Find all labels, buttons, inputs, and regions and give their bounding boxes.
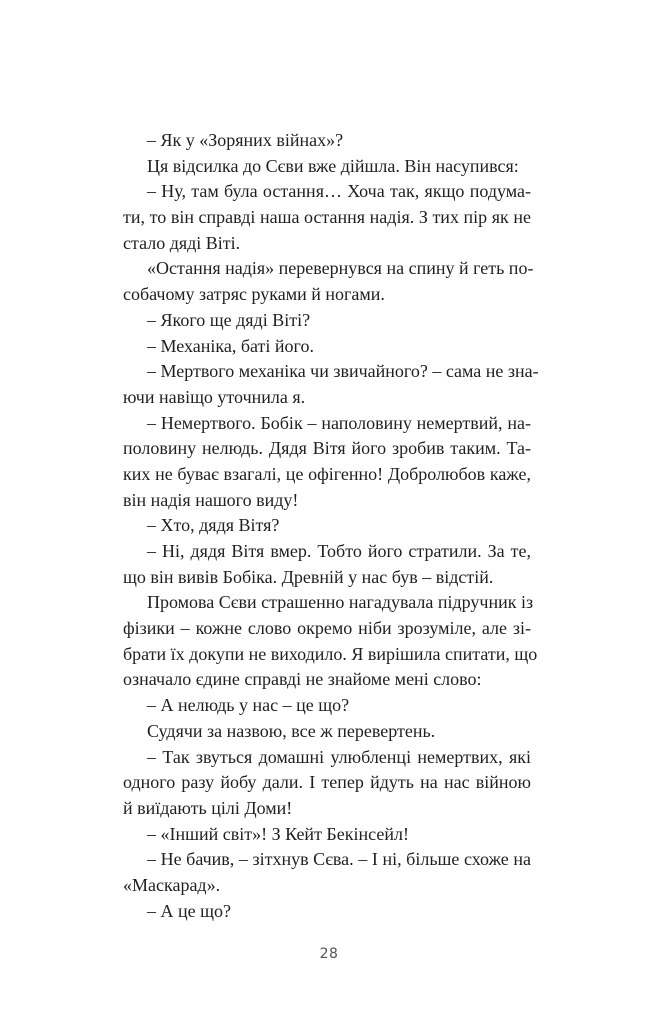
text-line: «Остання надія» перевернувся на спину й геть по-	[147, 258, 534, 279]
text-line: – Хто, дядя Вітя?	[147, 515, 280, 536]
text-line: – Немертвого. Бобік – наполовину немертвий, на-	[147, 412, 531, 433]
text-line: – А це що?	[147, 900, 231, 921]
body-text	[123, 128, 539, 924]
text-line: – Ну, там була остання… Хоча так, якщо подума-	[147, 181, 531, 202]
text-line: – Ні, дядя Вітя вмер. Тобто його стратили. За те,	[147, 541, 531, 561]
text-line: «Маскарад».	[123, 874, 221, 895]
text-line: брати їх докупи не виходило. Я вирішила спитати, що	[123, 643, 538, 664]
text-line: означало єдине справді не знайоме мені слово:	[123, 669, 482, 690]
text-line: одного разу йобу дали. І тепер йдуть на нас війною	[123, 772, 531, 793]
page-number: 28	[319, 946, 339, 962]
text-line: ти, то він справді наша остання надія. З тих пір як не	[123, 207, 531, 228]
text-line: – А нелюдь у нас – це що?	[147, 695, 350, 716]
text-line: що він вивів Бобіка. Древній у нас був – відстій.	[123, 566, 494, 587]
text-line: – Так звуться домашні улюбленці немертвих, які	[147, 746, 531, 767]
text-line: ких не буває взагалі, це офігенно! Добролюбов каже,	[123, 463, 531, 484]
text-line: – «Інший світ»! З Кейт Бекінсейл!	[147, 823, 409, 844]
text-line: Судячи за назвою, все ж перевертень.	[147, 720, 436, 741]
text-line: він надія нашого виду!	[123, 489, 299, 510]
text-line: – Не бачив, – зітхнув Сєва. – І ні, більше схоже на	[147, 849, 531, 870]
text-line: ючи навіщо уточнила я.	[123, 386, 306, 407]
text-line: фізики – кожне слово окремо ніби зрозуміле, але зі-	[123, 618, 531, 639]
text-line: – Мертвого механіка чи звичайного? – сама не зна-	[147, 361, 539, 382]
text-line: – Якого ще дяді Віті?	[147, 309, 311, 330]
text-line: собачому затряс руками й ногами.	[123, 284, 385, 305]
text-line: й виїдають цілі Доми!	[123, 797, 293, 818]
text-line: стало дяді Віті.	[123, 232, 241, 253]
text-line: Ця відсилка до Сєви вже дійшла. Він насупився:	[147, 155, 519, 176]
text-line: – Як у «Зоряних війнах»?	[147, 130, 344, 150]
text-line: Промова Сєви страшенно нагадувала підручник із	[147, 592, 534, 613]
text-line: половину нелюдь. Дядя Вітя його зробив таким. Та-	[123, 438, 531, 459]
text-line: – Механіка, баті його.	[147, 335, 314, 356]
